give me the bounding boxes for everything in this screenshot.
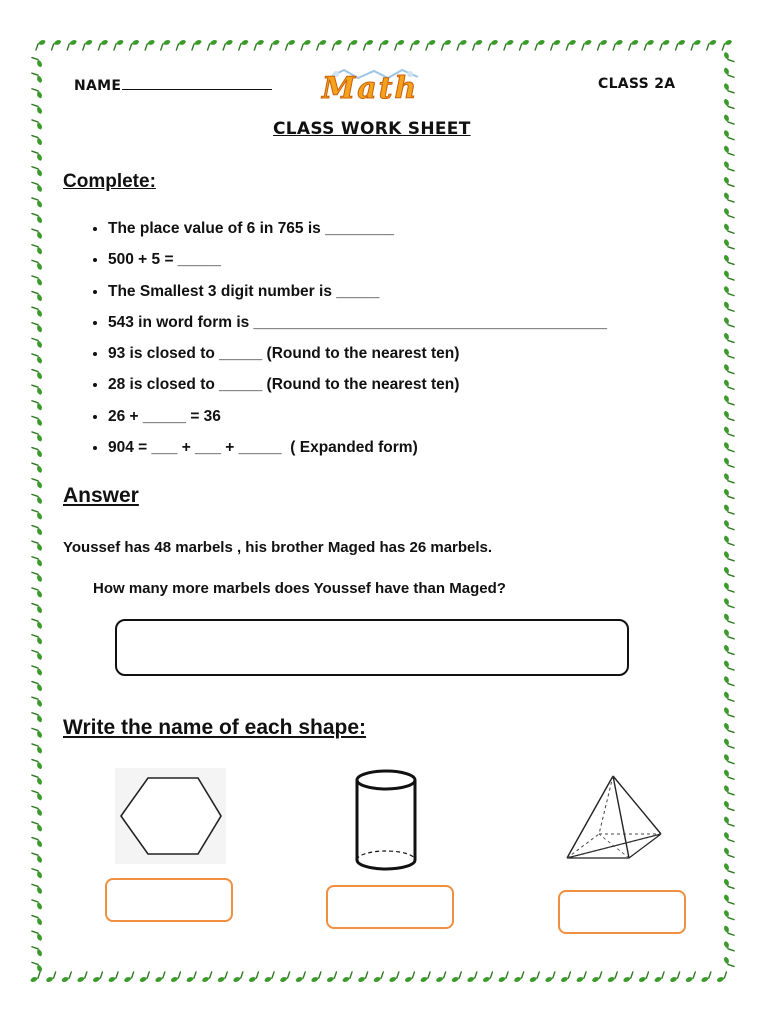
- border-leaf: [32, 695, 43, 709]
- answer-heading: Answer: [63, 484, 139, 507]
- border-leaf: [32, 554, 43, 568]
- pyramid-image: [563, 772, 667, 864]
- border-leaf: [450, 972, 464, 983]
- border-leaf: [723, 206, 734, 220]
- border-leaf: [32, 585, 43, 599]
- border-leaf: [32, 960, 43, 974]
- border-leaf: [111, 39, 125, 50]
- border-leaf: [154, 972, 168, 983]
- border-leaf: [32, 149, 43, 163]
- border-leaf: [723, 752, 734, 766]
- border-leaf: [221, 39, 235, 50]
- border-leaf: [32, 351, 43, 365]
- border-leaf: [470, 39, 484, 50]
- border-leaf: [32, 929, 43, 943]
- border-leaf: [723, 362, 734, 376]
- border-leaf: [704, 39, 718, 50]
- border-leaf: [723, 596, 734, 610]
- border-leaf: [559, 972, 573, 983]
- border-leaf: [486, 39, 500, 50]
- border-leaf: [377, 39, 391, 50]
- list-item: • The place value of 6 in 765 is ________: [108, 213, 607, 244]
- border-leaf: [723, 316, 734, 330]
- border-leaf: [32, 679, 43, 693]
- border-leaf: [32, 86, 43, 100]
- border-leaf: [590, 972, 604, 983]
- border-leaf: [32, 897, 43, 911]
- border-leaf: [622, 972, 636, 983]
- border-leaf: [723, 612, 734, 626]
- border-leaf: [388, 972, 402, 983]
- border-leaf: [32, 492, 43, 506]
- border-leaf: [723, 97, 734, 111]
- border-leaf: [723, 565, 734, 579]
- border-leaf: [723, 940, 734, 954]
- border-leaf: [32, 851, 43, 865]
- word-problem-question: How many more marbels does Youssef have than Maged?: [93, 580, 506, 597]
- hexagon-icon: [115, 768, 226, 864]
- border-leaf: [32, 726, 43, 740]
- border-leaf: [723, 50, 734, 64]
- border-leaf: [723, 113, 734, 127]
- border-leaf: [723, 830, 734, 844]
- border-leaf: [575, 972, 589, 983]
- cylinder-image: [342, 768, 430, 876]
- border-leaf: [723, 191, 734, 205]
- border-leaf: [637, 972, 651, 983]
- border-leaf: [32, 866, 43, 880]
- border-leaf: [32, 383, 43, 397]
- border-leaf: [657, 39, 671, 50]
- border-leaf: [723, 799, 734, 813]
- border-leaf: [723, 253, 734, 267]
- border-leaf: [423, 39, 437, 50]
- border-leaf: [107, 972, 121, 983]
- border-leaf: [143, 39, 157, 50]
- border-leaf: [723, 300, 734, 314]
- answer-box[interactable]: [115, 619, 629, 676]
- border-leaf: [32, 663, 43, 677]
- shapes-heading: Write the name of each shape:: [63, 716, 367, 739]
- border-leaf: [32, 476, 43, 490]
- border-leaf: [32, 102, 43, 116]
- border-leaf: [33, 39, 47, 50]
- border-leaf: [723, 409, 734, 423]
- name-field[interactable]: [74, 76, 272, 94]
- border-leaf: [32, 944, 43, 958]
- border-leaf: [76, 972, 90, 983]
- border-leaf: [723, 628, 734, 642]
- border-leaf: [330, 39, 344, 50]
- border-leaf: [91, 972, 105, 983]
- border-leaf: [723, 128, 734, 142]
- border-leaf: [372, 972, 386, 983]
- border-leaf: [122, 972, 136, 983]
- border-leaf: [723, 456, 734, 470]
- border-leaf: [32, 882, 43, 896]
- border-leaf: [392, 39, 406, 50]
- border-leaf: [325, 972, 339, 983]
- border-leaf: [723, 160, 734, 174]
- border-leaf: [32, 336, 43, 350]
- border-leaf: [723, 503, 734, 517]
- border-leaf: [32, 710, 43, 724]
- border-leaf: [32, 617, 43, 631]
- border-leaf: [32, 773, 43, 787]
- page-title: CLASS WORK SHEET: [273, 119, 471, 139]
- border-leaf: [723, 269, 734, 283]
- border-leaf: [668, 972, 682, 983]
- border-leaf: [32, 741, 43, 755]
- word-problem-text: Youssef has 48 marbels , his brother Maged has 26 marbels.: [63, 539, 493, 556]
- border-leaf: [434, 972, 448, 983]
- border-leaf: [723, 893, 734, 907]
- border-leaf: [32, 133, 43, 147]
- border-leaf: [32, 819, 43, 833]
- border-leaf: [723, 425, 734, 439]
- border-leaf: [32, 429, 43, 443]
- border-leaf: [723, 955, 734, 969]
- list-item: • 28 is closed to _____ (Round to the nearest ten): [108, 369, 607, 400]
- border-leaf: [283, 39, 297, 50]
- border-leaf: [314, 39, 328, 50]
- border-leaf: [723, 877, 734, 891]
- list-item: • 26 + _____ = 36: [108, 401, 607, 432]
- border-leaf: [169, 972, 183, 983]
- border-leaf: [32, 71, 43, 85]
- pyramid-icon: [563, 772, 667, 864]
- border-leaf: [723, 144, 734, 158]
- border-leaf: [723, 66, 734, 80]
- border-leaf: [185, 972, 199, 983]
- border-leaf: [356, 972, 370, 983]
- border-leaf: [232, 972, 246, 983]
- border-leaf: [723, 581, 734, 595]
- border-leaf: [653, 972, 667, 983]
- math-logo: [318, 68, 438, 104]
- border-leaf: [32, 164, 43, 178]
- border-leaf: [723, 846, 734, 860]
- border-leaf: [723, 284, 734, 298]
- border-leaf: [294, 972, 308, 983]
- border-leaf: [32, 55, 43, 69]
- border-leaf: [723, 331, 734, 345]
- border-leaf: [189, 39, 203, 50]
- border-leaf: [723, 768, 734, 782]
- border-leaf: [278, 972, 292, 983]
- border-leaf: [684, 972, 698, 983]
- border-leaf: [263, 972, 277, 983]
- border-leaf: [723, 238, 734, 252]
- border-leaf: [32, 398, 43, 412]
- border-leaf: [723, 472, 734, 486]
- border-leaf: [49, 39, 63, 50]
- border-leaf: [723, 908, 734, 922]
- math-logo-text: Math: [322, 71, 419, 106]
- border-leaf: [548, 39, 562, 50]
- border-leaf: [723, 347, 734, 361]
- border-leaf: [403, 972, 417, 983]
- complete-items-list: [64, 213, 607, 463]
- border-leaf: [32, 461, 43, 475]
- border-leaf: [32, 117, 43, 131]
- border-leaf: [723, 690, 734, 704]
- border-leaf: [32, 523, 43, 537]
- border-leaf: [466, 972, 480, 983]
- border-leaf: [723, 674, 734, 688]
- border-leaf: [32, 258, 43, 272]
- border-leaf: [611, 39, 625, 50]
- border-leaf: [455, 39, 469, 50]
- border-leaf: [723, 222, 734, 236]
- hexagon-answer-box[interactable]: [105, 878, 233, 922]
- border-leaf: [32, 305, 43, 319]
- border-leaf: [723, 534, 734, 548]
- border-leaf: [533, 39, 547, 50]
- border-leaf: [579, 39, 593, 50]
- border-leaf: [127, 39, 141, 50]
- border-leaf: [439, 39, 453, 50]
- class-label: CLASS 2A: [598, 76, 676, 92]
- border-leaf: [715, 972, 729, 983]
- border-leaf: [723, 175, 734, 189]
- border-leaf: [32, 539, 43, 553]
- border-leaf: [606, 972, 620, 983]
- border-leaf: [80, 39, 94, 50]
- border-leaf: [32, 367, 43, 381]
- border-leaf: [205, 39, 219, 50]
- border-leaf: [497, 972, 511, 983]
- border-leaf: [723, 550, 734, 564]
- border-leaf: [723, 643, 734, 657]
- border-leaf: [29, 972, 43, 983]
- border-leaf: [642, 39, 656, 50]
- border-leaf: [564, 39, 578, 50]
- border-leaf: [32, 804, 43, 818]
- border-leaf: [32, 757, 43, 771]
- border-leaf: [481, 972, 495, 983]
- border-leaf: [32, 180, 43, 194]
- border-leaf: [96, 39, 110, 50]
- border-leaf: [32, 273, 43, 287]
- border-leaf: [32, 320, 43, 334]
- border-leaf: [723, 518, 734, 532]
- border-leaf: [32, 195, 43, 209]
- border-leaf: [32, 788, 43, 802]
- border-leaf: [216, 972, 230, 983]
- border-leaf: [60, 972, 74, 983]
- border-leaf: [32, 507, 43, 521]
- list-item: • 543 in word form is _________________________________________: [108, 307, 607, 338]
- border-leaf: [723, 784, 734, 798]
- border-leaf: [544, 972, 558, 983]
- cylinder-icon: [342, 768, 430, 876]
- border-leaf: [65, 39, 79, 50]
- border-leaf: [501, 39, 515, 50]
- border-leaf: [32, 570, 43, 584]
- border-leaf: [723, 721, 734, 735]
- border-leaf: [247, 972, 261, 983]
- border-leaf: [32, 648, 43, 662]
- name-blank-line[interactable]: [122, 76, 272, 90]
- border-leaf: [32, 242, 43, 256]
- border-leaf: [720, 39, 734, 50]
- border-leaf: [32, 835, 43, 849]
- border-leaf: [32, 913, 43, 927]
- border-leaf: [723, 924, 734, 938]
- complete-heading: Complete:: [63, 171, 156, 192]
- border-leaf: [723, 737, 734, 751]
- border-leaf: [723, 659, 734, 673]
- border-leaf: [723, 394, 734, 408]
- cylinder-answer-box[interactable]: [326, 885, 454, 929]
- border-leaf: [236, 39, 250, 50]
- border-leaf: [361, 39, 375, 50]
- border-leaf: [252, 39, 266, 50]
- border-leaf: [723, 815, 734, 829]
- border-leaf: [689, 39, 703, 50]
- border-leaf: [341, 972, 355, 983]
- border-leaf: [32, 445, 43, 459]
- name-label: NAME: [74, 78, 122, 94]
- border-leaf: [700, 972, 714, 983]
- border-leaf: [408, 39, 422, 50]
- border-leaf: [44, 972, 58, 983]
- list-item: • The Smallest 3 digit number is _____: [108, 276, 607, 307]
- border-leaf: [200, 972, 214, 983]
- border-leaf: [517, 39, 531, 50]
- border-leaf: [32, 227, 43, 241]
- border-leaf: [673, 39, 687, 50]
- border-leaf: [626, 39, 640, 50]
- border-leaf: [32, 414, 43, 428]
- border-leaf: [32, 632, 43, 646]
- pyramid-answer-box[interactable]: [558, 890, 686, 934]
- border-leaf: [32, 289, 43, 303]
- border-leaf: [723, 706, 734, 720]
- border-leaf: [174, 39, 188, 50]
- border-leaf: [267, 39, 281, 50]
- border-leaf: [512, 972, 526, 983]
- border-leaf: [419, 972, 433, 983]
- border-leaf: [723, 378, 734, 392]
- border-leaf: [595, 39, 609, 50]
- border-leaf: [138, 972, 152, 983]
- border-leaf: [528, 972, 542, 983]
- border-leaf: [723, 487, 734, 501]
- border-leaf: [310, 972, 324, 983]
- border-leaf: [299, 39, 313, 50]
- border-leaf: [723, 862, 734, 876]
- border-leaf: [32, 601, 43, 615]
- list-item: • 500 + 5 = _____: [108, 244, 607, 275]
- border-leaf: [32, 211, 43, 225]
- hexagon-image: [115, 768, 226, 864]
- border-leaf: [345, 39, 359, 50]
- list-item: • 904 = ___ + ___ + _____ ( Expanded form): [108, 432, 607, 463]
- border-leaf: [158, 39, 172, 50]
- list-item: • 93 is closed to _____ (Round to the nearest ten): [108, 338, 607, 369]
- border-leaf: [723, 440, 734, 454]
- border-leaf: [723, 82, 734, 96]
